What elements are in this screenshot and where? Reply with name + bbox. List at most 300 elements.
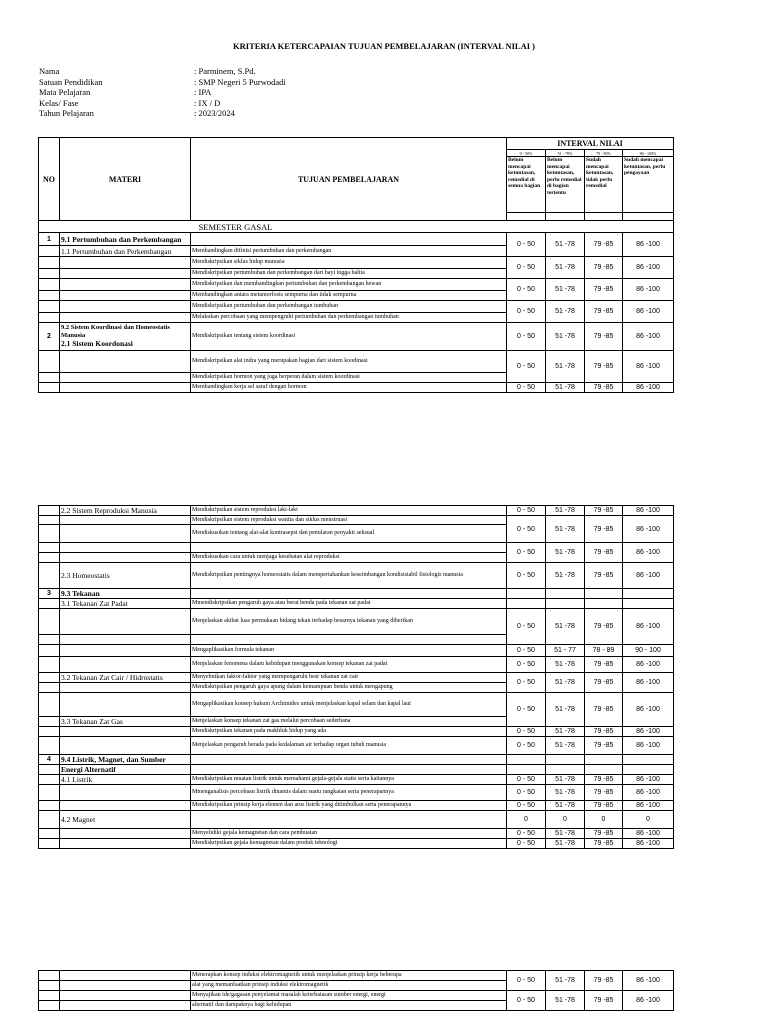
tujuan-cell bbox=[191, 811, 507, 829]
materi-cell bbox=[60, 775, 191, 785]
row-number bbox=[39, 553, 60, 563]
interval-value: 0 - 50 bbox=[507, 645, 546, 657]
row-number bbox=[39, 971, 60, 981]
row-number bbox=[39, 693, 60, 717]
table-row bbox=[39, 323, 674, 351]
interval-value: 0 bbox=[507, 811, 546, 829]
tujuan-cell: Mendiskripsikan tentang sistem koordinasi bbox=[191, 323, 507, 351]
table-row bbox=[39, 839, 674, 849]
tujuan-cell: Mendiskripsikan alat indra yang merupakan bagian dari sistem koodinasi bbox=[191, 351, 507, 373]
materi-cell bbox=[60, 811, 191, 829]
interval-value bbox=[623, 589, 674, 599]
interval-value: 79 -85 bbox=[585, 543, 623, 563]
table-row bbox=[39, 543, 674, 553]
interval-value: 86 -100 bbox=[623, 563, 674, 589]
tujuan-cell: Mendiskripsikan muatan listrik untuk memahami gejala-gejala statis serta kaitannya bbox=[191, 775, 507, 785]
header-range: 0 - 50% bbox=[507, 150, 546, 157]
row-number: 3 bbox=[39, 589, 60, 599]
tujuan-cell: alternatif dan dampaknya bagi kehidupan bbox=[191, 1001, 507, 1011]
interval-value bbox=[546, 765, 585, 775]
tujuan-cell: alat yang memanfaatkan prinsip induksi elektromagnetik bbox=[191, 981, 507, 991]
interval-value: 0 - 50 bbox=[507, 673, 546, 693]
interval-value: 79 -85 bbox=[585, 775, 623, 785]
header-desc: Sudah mencapai ketuntasan, perlu pengayaan bbox=[623, 157, 674, 213]
row-number bbox=[39, 246, 60, 257]
materi-cell bbox=[60, 563, 191, 589]
table-row bbox=[39, 233, 674, 246]
identity-label: Satuan Pendidikan bbox=[39, 76, 103, 87]
semester-label: SEMESTER GASAL bbox=[198, 221, 273, 232]
interval-value: 86 -100 bbox=[623, 323, 674, 351]
table-row bbox=[39, 971, 674, 981]
tujuan-cell: Menjelaskan akibat luas permukaan bidang tekan terhadap besarnya tekanan yang diberikan bbox=[191, 609, 507, 635]
materi-cell bbox=[60, 657, 191, 673]
interval-value: 79 -85 bbox=[585, 829, 623, 839]
tujuan-cell: Mengaplikasikan formula tekanan bbox=[191, 645, 507, 657]
table-row bbox=[39, 737, 674, 755]
interval-value: 86 -100 bbox=[623, 351, 674, 383]
materi-cell bbox=[60, 383, 191, 393]
tujuan-cell: Mendiskripsikan siklus hidup manusia bbox=[191, 257, 507, 269]
row-number: 4 bbox=[39, 755, 60, 765]
materi-text: 9.2 Sistem Koordinasi dan Homeostatis Manusia bbox=[61, 324, 170, 339]
materi-cell bbox=[60, 373, 191, 383]
row-number bbox=[39, 609, 60, 635]
interval-value: 0 bbox=[623, 811, 674, 829]
interval-value: 86 -100 bbox=[623, 673, 674, 693]
interval-value: 0 - 50 bbox=[507, 351, 546, 383]
materi-cell bbox=[60, 1001, 191, 1011]
row-number bbox=[39, 599, 60, 609]
interval-value bbox=[585, 599, 623, 609]
interval-value: 51 -78 bbox=[546, 737, 585, 755]
table-row bbox=[39, 657, 674, 673]
materi-cell bbox=[60, 279, 191, 291]
interval-value: 51 -78 bbox=[546, 563, 585, 589]
row-number bbox=[39, 727, 60, 737]
interval-value: 0 - 50 bbox=[507, 775, 546, 785]
identity-label: Tahun Pelajaran bbox=[39, 108, 94, 118]
interval-value: 51 -78 bbox=[546, 991, 585, 1011]
materi-text: 9.4 Listrik, Magnet, dan Sumber bbox=[61, 755, 166, 764]
table-row bbox=[39, 589, 674, 599]
table-row bbox=[39, 727, 674, 737]
materi-cell bbox=[60, 981, 191, 991]
interval-value: 86 -100 bbox=[623, 801, 674, 811]
materi-text: Energi Alternatif bbox=[61, 765, 116, 774]
interval-value: 79 -85 bbox=[585, 785, 623, 801]
interval-value: 0 - 50 bbox=[507, 279, 546, 301]
interval-value: 0 - 50 bbox=[507, 737, 546, 755]
tujuan-cell: Mendiskusikan cara untuk menjaga kesehatan alat reproduksi bbox=[191, 553, 507, 563]
interval-value: 51 -78 bbox=[546, 801, 585, 811]
interval-value: 51 -78 bbox=[546, 516, 585, 543]
header-desc: Belum mencapai ketuntasan, perlu remedial di bagian tertentu bbox=[546, 157, 585, 213]
tujuan-cell: Membandingkan difinisi pertumbuhan dan perkembangan bbox=[191, 246, 507, 257]
interval-value: 51 -78 bbox=[546, 775, 585, 785]
materi-text: 3.3 Tekanan Zat Gas bbox=[61, 717, 123, 726]
interval-value: 51 -78 bbox=[546, 785, 585, 801]
row-number bbox=[39, 717, 60, 727]
interval-value: 86 -100 bbox=[623, 839, 674, 849]
materi-text: 3.2 Tekanan Zat Cair / Hidrostatis bbox=[61, 673, 163, 682]
interval-value: 86 -100 bbox=[623, 829, 674, 839]
tujuan-cell: Menerapkan konsep induksi elektromagnetik untuk menjelaskan prinsip kerja beberapa bbox=[191, 971, 507, 981]
interval-value: 51 -78 bbox=[546, 829, 585, 839]
tujuan-cell: Mengaplikasikan konsep hukum Archimides untuk menjelaskan kapal selam dan kapal laut bbox=[191, 693, 507, 717]
header-range: 51 - 78% bbox=[546, 150, 585, 157]
interval-value: 79 -85 bbox=[585, 609, 623, 645]
header-desc: Belum mencapai ketuntasan, remedial di semua bagian bbox=[507, 157, 546, 213]
tujuan-cell: Mendiskripsikan sistem reproduksi wanita dan siklus menstruasi bbox=[191, 516, 507, 525]
identity-value: : IX / D bbox=[194, 97, 221, 108]
interval-value: 0 - 50 bbox=[507, 829, 546, 839]
interval-value: 79 -85 bbox=[585, 839, 623, 849]
identity-value: : 2023/2024 bbox=[194, 108, 235, 118]
interval-value: 79 -85 bbox=[585, 801, 623, 811]
page-title: KRITERIA KETERCAPAIAN TUJUAN PEMBELAJARAN (INTERVAL NILAI ) bbox=[233, 41, 535, 51]
interval-value: 86 -100 bbox=[623, 971, 674, 991]
materi-cell bbox=[60, 599, 191, 609]
interval-value bbox=[546, 589, 585, 599]
interval-value bbox=[546, 755, 585, 765]
interval-value bbox=[623, 755, 674, 765]
identity-row bbox=[39, 98, 286, 109]
row-number: 1 bbox=[39, 233, 60, 246]
materi-cell bbox=[60, 683, 191, 693]
identity-value: : Parminem, S.Pd. bbox=[194, 66, 256, 76]
interval-value: 51 -78 bbox=[546, 233, 585, 257]
materi-cell bbox=[60, 351, 191, 373]
interval-value: 51 -78 bbox=[546, 657, 585, 673]
interval-value: 79 -85 bbox=[585, 971, 623, 991]
interval-value: 79 -85 bbox=[585, 257, 623, 279]
tujuan-cell: Mendiskripsikan hormon yang juga berperan dalam sistem koordinasi bbox=[191, 373, 507, 383]
interval-value bbox=[507, 765, 546, 775]
materi-cell bbox=[60, 801, 191, 811]
interval-value: 51 -78 bbox=[546, 693, 585, 727]
criteria-table-page-3 bbox=[38, 970, 674, 1011]
row-number bbox=[39, 506, 60, 516]
tujuan-cell: Mendiskripsikan gejala kemagnetan dalam produk teknologi bbox=[191, 839, 507, 849]
interval-value bbox=[507, 589, 546, 599]
tujuan-cell: Mendiskripsikan dan membandingkan pertumbuhan dan perkembangan hewan bbox=[191, 279, 507, 291]
row-number bbox=[39, 811, 60, 829]
interval-value bbox=[623, 765, 674, 775]
table-row bbox=[39, 693, 674, 717]
interval-value: 86 -100 bbox=[623, 727, 674, 737]
interval-value: 0 - 50 bbox=[507, 563, 546, 589]
interval-value: 86 -100 bbox=[623, 657, 674, 673]
identity-label: Nama bbox=[39, 66, 60, 76]
criteria-table-page-2 bbox=[38, 505, 674, 849]
interval-value: 86 -100 bbox=[623, 991, 674, 1011]
interval-value: 0 - 50 bbox=[507, 991, 546, 1011]
identity-value: : IPA bbox=[194, 87, 212, 97]
header-range: 86 - 100% bbox=[623, 150, 674, 157]
materi-text: 2.2 Sistem Reproduksi Manusia bbox=[61, 506, 157, 515]
interval-value: 51 -78 bbox=[546, 673, 585, 693]
interval-value: 86 -100 bbox=[623, 383, 674, 393]
interval-value: 79 -85 bbox=[585, 323, 623, 351]
materi-cell bbox=[60, 991, 191, 1001]
tujuan-cell: Menjelaskan pengaruh berada pada kedalaman air terhadap organ tubuh manusia bbox=[191, 737, 507, 755]
interval-value bbox=[507, 755, 546, 765]
identity-value: : SMP Negeri 5 Purwodadi bbox=[194, 76, 286, 87]
tujuan-cell bbox=[191, 543, 507, 553]
interval-value bbox=[585, 755, 623, 765]
materi-cell bbox=[60, 785, 191, 801]
interval-value: 86 -100 bbox=[623, 785, 674, 801]
criteria-table-page-1 bbox=[38, 137, 674, 393]
tujuan-cell: Mendiskripsikan prinsip kerja elemen dan arus listrik yang ditimbulkan serta penerapannya bbox=[191, 801, 507, 811]
interval-value: 79 -85 bbox=[585, 301, 623, 323]
interval-value: 86 -100 bbox=[623, 233, 674, 257]
tujuan-cell: Mendiskripsikan pertumbuhan dan perkembangan tumbuhan bbox=[191, 301, 507, 313]
interval-value: 79 -85 bbox=[585, 506, 623, 516]
materi-text: 9.3 Tekanan bbox=[61, 589, 100, 598]
materi-cell bbox=[60, 516, 191, 525]
interval-value: 86 -100 bbox=[623, 301, 674, 323]
header-desc: Sudah mencapai ketuntasan, tidak perlu remedial bbox=[585, 157, 623, 213]
materi-cell bbox=[60, 525, 191, 543]
interval-value: 86 -100 bbox=[623, 543, 674, 563]
interval-value: 79 -85 bbox=[585, 657, 623, 673]
materi-cell bbox=[60, 323, 191, 351]
materi-text: 4.2 Magnet bbox=[61, 815, 96, 824]
materi-cell bbox=[60, 645, 191, 657]
table-row bbox=[39, 811, 674, 829]
materi-text: 3.1 Tekanan Zat Padat bbox=[61, 599, 128, 608]
interval-value: 0 - 50 bbox=[507, 543, 546, 563]
header-no: NO bbox=[39, 138, 60, 221]
interval-value: 90 - 100 bbox=[623, 645, 674, 657]
interval-value: 51 -78 bbox=[546, 543, 585, 563]
row-number bbox=[39, 1001, 60, 1011]
materi-cell bbox=[60, 553, 191, 563]
table-row bbox=[39, 673, 674, 683]
row-number bbox=[39, 563, 60, 589]
row-number bbox=[39, 981, 60, 991]
table-row bbox=[39, 755, 674, 765]
interval-value: 0 - 50 bbox=[507, 323, 546, 351]
tujuan-cell: Menyajikan ide/gagasan penyelamat masalah keterbatasan sumber energi, energi bbox=[191, 991, 507, 1001]
row-number bbox=[39, 313, 60, 323]
interval-value: 51 -78 bbox=[546, 301, 585, 323]
identity-row bbox=[39, 87, 286, 98]
interval-value: 86 -100 bbox=[623, 737, 674, 755]
row-number bbox=[39, 516, 60, 525]
interval-value: 0 - 50 bbox=[507, 801, 546, 811]
semester-heading bbox=[39, 221, 674, 233]
materi-text: 4.1 Listrik bbox=[61, 775, 93, 784]
interval-value: 86 -100 bbox=[623, 279, 674, 301]
row-number bbox=[39, 645, 60, 657]
materi-cell bbox=[60, 291, 191, 301]
interval-value: 79 -85 bbox=[585, 279, 623, 301]
row-number bbox=[39, 373, 60, 383]
row-number: 2 bbox=[39, 323, 60, 351]
tujuan-cell: Mendiskripsikan tekanan pada makhluk hidup yang ada bbox=[191, 727, 507, 737]
table-row bbox=[39, 383, 674, 393]
interval-value: 0 - 50 bbox=[507, 609, 546, 645]
identity-row bbox=[39, 108, 286, 119]
interval-value: 79 -85 bbox=[585, 991, 623, 1011]
tujuan-cell bbox=[191, 755, 507, 765]
interval-value: 0 - 50 bbox=[507, 971, 546, 991]
table-row bbox=[39, 829, 674, 839]
interval-value: 79 -85 bbox=[585, 737, 623, 755]
interval-value: 86 -100 bbox=[623, 609, 674, 645]
table-row bbox=[39, 609, 674, 635]
table-row bbox=[39, 599, 674, 609]
interval-value: 79 -85 bbox=[585, 727, 623, 737]
interval-value: 0 - 50 bbox=[507, 383, 546, 393]
row-number bbox=[39, 351, 60, 373]
materi-cell bbox=[60, 246, 191, 257]
interval-value: 79 -85 bbox=[585, 693, 623, 727]
row-number bbox=[39, 257, 60, 269]
interval-value: 86 -100 bbox=[623, 693, 674, 727]
interval-value: 51 -78 bbox=[546, 323, 585, 351]
materi-cell bbox=[60, 609, 191, 635]
materi-cell bbox=[60, 755, 191, 765]
interval-value: 0 - 50 bbox=[507, 657, 546, 673]
materi-cell bbox=[60, 589, 191, 599]
row-number bbox=[39, 683, 60, 693]
materi-cell bbox=[60, 233, 191, 246]
row-number bbox=[39, 635, 60, 645]
identity-block bbox=[39, 66, 286, 119]
row-number bbox=[39, 839, 60, 849]
interval-value: 79 -85 bbox=[585, 233, 623, 257]
interval-value: 51 -78 bbox=[546, 971, 585, 991]
table-row bbox=[39, 516, 674, 525]
table-row bbox=[39, 801, 674, 811]
row-number bbox=[39, 765, 60, 775]
row-number bbox=[39, 785, 60, 801]
row-number bbox=[39, 991, 60, 1001]
interval-value: 0 - 50 bbox=[507, 233, 546, 257]
interval-value: 51 -78 bbox=[546, 351, 585, 383]
row-number bbox=[39, 673, 60, 683]
tujuan-cell: Membandingkan kerja sel saraf dengan hormon bbox=[191, 383, 507, 393]
interval-value: 0 - 50 bbox=[507, 257, 546, 279]
materi-cell bbox=[60, 693, 191, 717]
interval-value: 79 -85 bbox=[585, 351, 623, 383]
interval-value: 51 -78 bbox=[546, 506, 585, 516]
interval-value: 51 - 77 bbox=[546, 645, 585, 657]
materi-subtext: 2.1 Sistem Koordonasi bbox=[61, 339, 133, 348]
materi-cell bbox=[60, 829, 191, 839]
materi-cell bbox=[60, 301, 191, 313]
tujuan-cell bbox=[191, 765, 507, 775]
tujuan-cell: Menjelaskan konsep tekanan zat gas melalui percobaan sederhana bbox=[191, 717, 507, 727]
interval-value: 51 -78 bbox=[546, 839, 585, 849]
header-interval: INTERVAL NILAI bbox=[507, 138, 674, 150]
row-number bbox=[39, 291, 60, 301]
materi-cell bbox=[60, 717, 191, 727]
interval-value: 79 -85 bbox=[585, 563, 623, 589]
materi-cell bbox=[60, 839, 191, 849]
table-row bbox=[39, 785, 674, 801]
tujuan-cell bbox=[191, 233, 507, 246]
interval-value: 79 -85 bbox=[585, 383, 623, 393]
tujuan-cell: Membandingkan antara metamorfosis sempurna dan tidak sempurna bbox=[191, 291, 507, 301]
materi-cell bbox=[60, 971, 191, 981]
materi-cell bbox=[60, 635, 191, 645]
row-number bbox=[39, 829, 60, 839]
tujuan-cell: Mendiskusikan tentang alat-alat kontrasepsi dan penularan penyakit seksual bbox=[191, 525, 507, 543]
interval-value: 79 -85 bbox=[585, 516, 623, 543]
row-number bbox=[39, 737, 60, 755]
tujuan-cell bbox=[191, 589, 507, 599]
interval-value: 0 - 50 bbox=[507, 839, 546, 849]
tujuan-cell: Mendiskripsikan pertumbuhan dan perkembangan dari bayi ingga balita bbox=[191, 269, 507, 279]
interval-value: 0 - 50 bbox=[507, 727, 546, 737]
interval-value: 0 bbox=[585, 811, 623, 829]
interval-value: 51 -78 bbox=[546, 727, 585, 737]
header-tujuan: TUJUAN PEMBELAJARAN bbox=[191, 138, 507, 221]
interval-value: 0 bbox=[546, 811, 585, 829]
tujuan-cell: Mmendiskripsikan pengaruh gaya atau berat benda pada tekanan zat padat bbox=[191, 599, 507, 609]
interval-value bbox=[585, 589, 623, 599]
header-range: 79 - 85% bbox=[585, 150, 623, 157]
tujuan-cell: Menyelidiki gejala kemagnetan dan cara pembuatan bbox=[191, 829, 507, 839]
table-row bbox=[39, 257, 674, 269]
row-number bbox=[39, 279, 60, 291]
table-row bbox=[39, 506, 674, 516]
interval-value: 51 -78 bbox=[546, 609, 585, 645]
materi-cell bbox=[60, 765, 191, 775]
tujuan-cell: Menjelaskan fenomena dalam kehidupan menggunakan konsep tekanan zat padat bbox=[191, 657, 507, 673]
interval-value: 51 -78 bbox=[546, 383, 585, 393]
materi-text: 2.3 Homeostatis bbox=[61, 571, 110, 580]
tujuan-cell: Menyebutkan faktor-faktor yang mempengaruhi besr tekanan zat cair bbox=[191, 673, 507, 683]
table-row bbox=[39, 351, 674, 373]
interval-value: 86 -100 bbox=[623, 257, 674, 279]
row-number bbox=[39, 801, 60, 811]
tujuan-cell: Mendiskripsikan pentingnya homeostatis dalam mempertahankan keseimbangan kondisistabil fisiologis manusia bbox=[191, 563, 507, 589]
tujuan-cell: Mmenganalisis percobaan listrik dinamis dalam suatu rangkaian serta penerapannya bbox=[191, 785, 507, 801]
interval-value: 79 -85 bbox=[585, 673, 623, 693]
interval-value: 78 - 89 bbox=[585, 645, 623, 657]
materi-cell bbox=[60, 673, 191, 683]
interval-value bbox=[507, 599, 546, 609]
interval-value: 0 - 50 bbox=[507, 301, 546, 323]
table-row bbox=[39, 765, 674, 775]
interval-value bbox=[585, 765, 623, 775]
interval-value bbox=[546, 599, 585, 609]
identity-label: Kelas/ Fase bbox=[39, 97, 79, 108]
materi-cell bbox=[60, 257, 191, 269]
interval-value: 0 - 50 bbox=[507, 506, 546, 516]
row-number bbox=[39, 525, 60, 543]
interval-value: 86 -100 bbox=[623, 775, 674, 785]
table-row bbox=[39, 279, 674, 291]
tujuan-cell: Mendiskripsikan sistem reproduksi laki-laki bbox=[191, 506, 507, 516]
row-number bbox=[39, 657, 60, 673]
row-number bbox=[39, 543, 60, 553]
table-row bbox=[39, 563, 674, 589]
interval-value bbox=[623, 599, 674, 609]
materi-cell bbox=[60, 737, 191, 755]
row-number bbox=[39, 301, 60, 313]
interval-value: 0 - 50 bbox=[507, 785, 546, 801]
identity-row bbox=[39, 66, 286, 77]
interval-value: 51 -78 bbox=[546, 257, 585, 279]
row-number bbox=[39, 775, 60, 785]
